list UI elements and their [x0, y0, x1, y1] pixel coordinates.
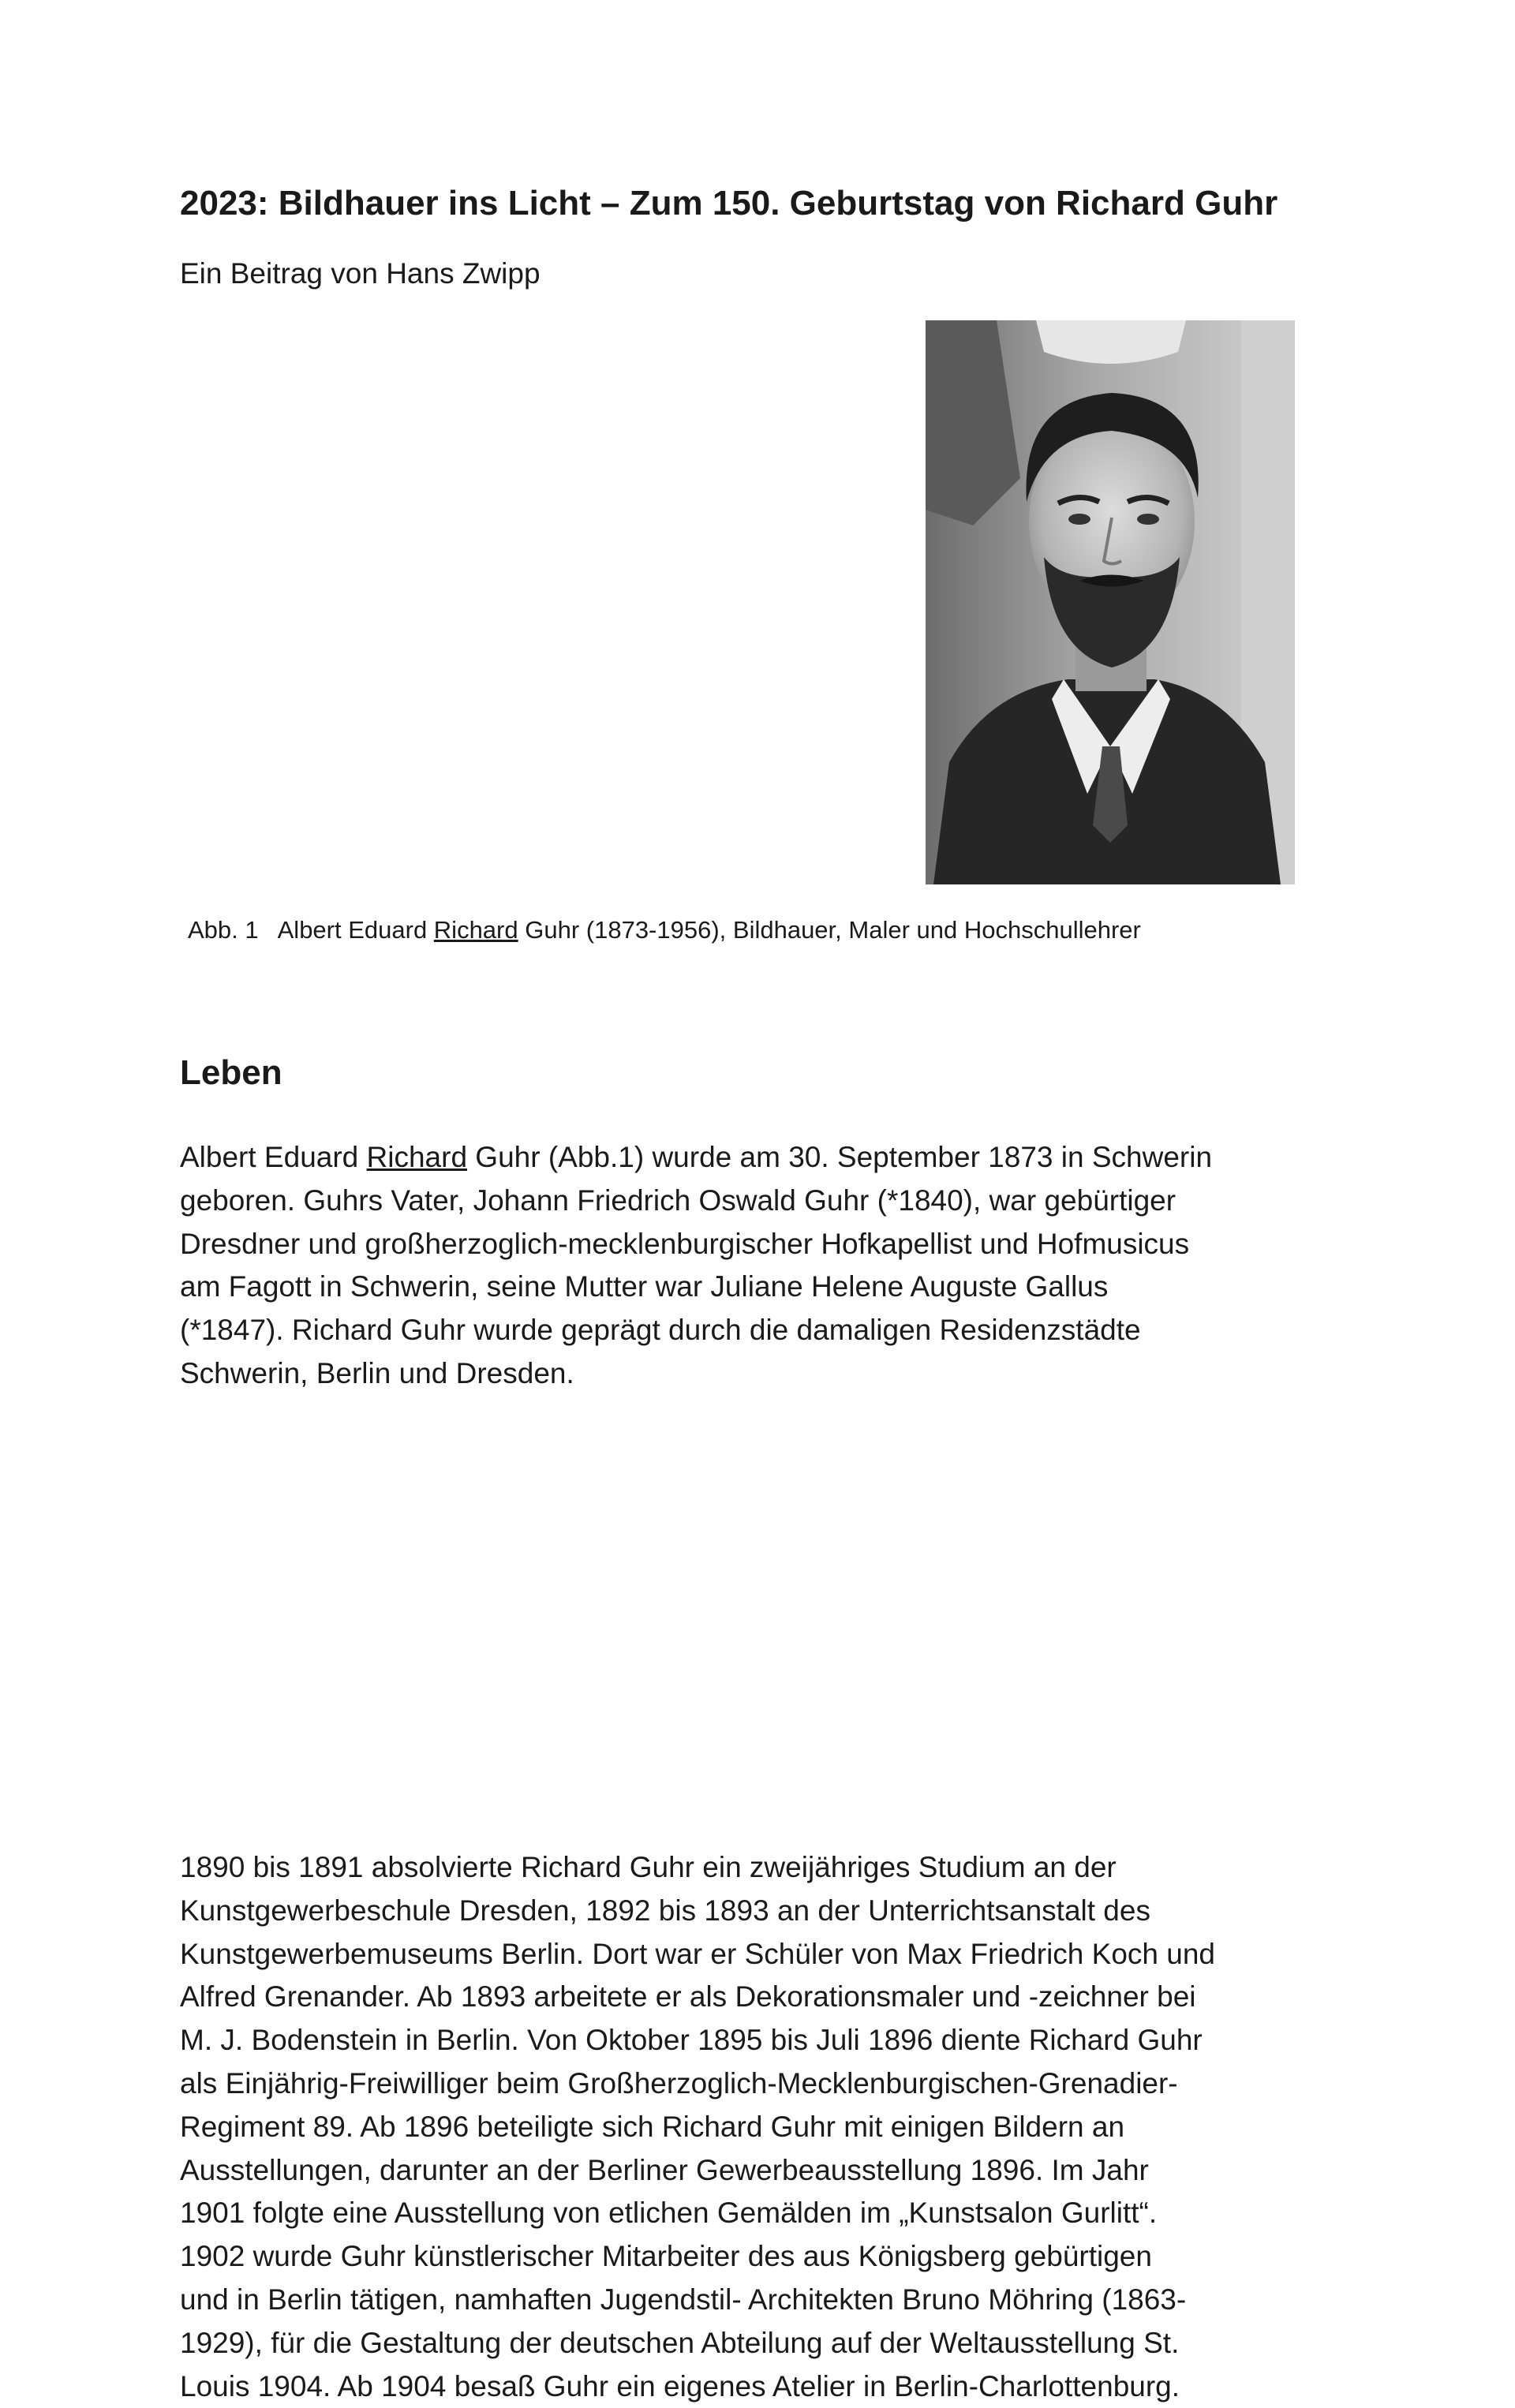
paragraph-line: geboren. Guhrs Vater, Johann Friedrich Oswald Guhr (*1840), war gebürtiger: [180, 1183, 1176, 1217]
paragraph-line: 1929), für die Gestaltung der deutschen Abteilung auf der Weltausstellung St.: [180, 2326, 1180, 2359]
caption-underlined-name: Richard: [433, 916, 518, 944]
paragraph-line: Regiment 89. Ab 1896 beteiligte sich Richard Guhr mit einigen Bildern an: [180, 2110, 1125, 2143]
paragraph-line: 1901 folgte eine Ausstellung von etlichen Gemälden im „Kunstsalon Gurlitt“.: [180, 2197, 1158, 2230]
underlined-name: Richard: [366, 1141, 468, 1173]
document-title: 2023: Bildhauer ins Licht – Zum 150. Geburtstag von Richard Guhr: [180, 184, 1278, 222]
paragraph-line: (*1847). Richard Guhr wurde geprägt durch die damaligen Residenzstädte: [180, 1314, 1141, 1347]
caption-text-before: Albert Eduard: [277, 916, 434, 944]
paragraph-line: am Fagott in Schwerin, seine Mutter war Juliane Helene Auguste Gallus: [180, 1270, 1109, 1303]
paragraph-line: Kunstgewerbeschule Dresden, 1892 bis 1893 an der Unterrichtsanstalt des: [180, 1894, 1150, 1927]
paragraph-line: 1902 wurde Guhr künstlerischer Mitarbeiter des aus Königsberg gebürtigen: [180, 2240, 1152, 2273]
paragraph-line: als Einjährig-Freiwilliger beim Großherzoglich-Mecklenburgischen-Grenadier-: [180, 2066, 1178, 2100]
paragraph-line: 1890 bis 1891 absolvierte Richard Guhr ein zweijähriges Studium an der: [180, 1851, 1117, 1883]
figure-caption: [188, 913, 1141, 948]
figure-number: Abb. 1: [188, 916, 259, 944]
paragraph-line: und in Berlin tätigen, namhaften Jugendstil- Architekten Bruno Möhring (1863-: [180, 2283, 1187, 2316]
paragraph-line: Alfred Grenander. Ab 1893 arbeitete er als Dekorationsmaler und -zeichner bei: [180, 1980, 1196, 2014]
paragraph-line: M. J. Bodenstein in Berlin. Von Oktober 1895 bis Juli 1896 diente Richard Guhr: [180, 2024, 1203, 2057]
paragraph-birth: [180, 1136, 1348, 1396]
section-heading: Leben: [180, 1053, 282, 1092]
caption-text-after: Guhr (1873-1956), Bildhauer, Maler und Hochschullehrer: [518, 916, 1141, 944]
paragraph-line: Ausstellungen, darunter an der Berliner Gewerbeausstellung 1896. Im Jahr: [180, 2153, 1149, 2186]
author-byline: Ein Beitrag von Hans Zwipp: [180, 257, 541, 290]
paragraph-line: Louis 1904. Ab 1904 besaß Guhr ein eigenes Atelier in Berlin-Charlottenburg.: [180, 2369, 1180, 2402]
paragraph-line: Dresdner und großherzoglich-mecklenburgischer Hofkapellist und Hofmusicus: [180, 1227, 1190, 1260]
paragraph-career: [180, 1846, 1348, 2408]
paragraph-line: [180, 1136, 1348, 1180]
paragraph-line: Kunstgewerbemuseums Berlin. Dort war er Schüler von Max Friedrich Koch und: [180, 1937, 1216, 1970]
line-text-before: Albert Eduard: [180, 1141, 367, 1173]
portrait-photo: [926, 320, 1295, 884]
line-text-after: Guhr (Abb.1) wurde am 30. September 1873 in Schwerin: [467, 1141, 1213, 1173]
paragraph-line: Schwerin, Berlin und Dresden.: [180, 1356, 574, 1389]
